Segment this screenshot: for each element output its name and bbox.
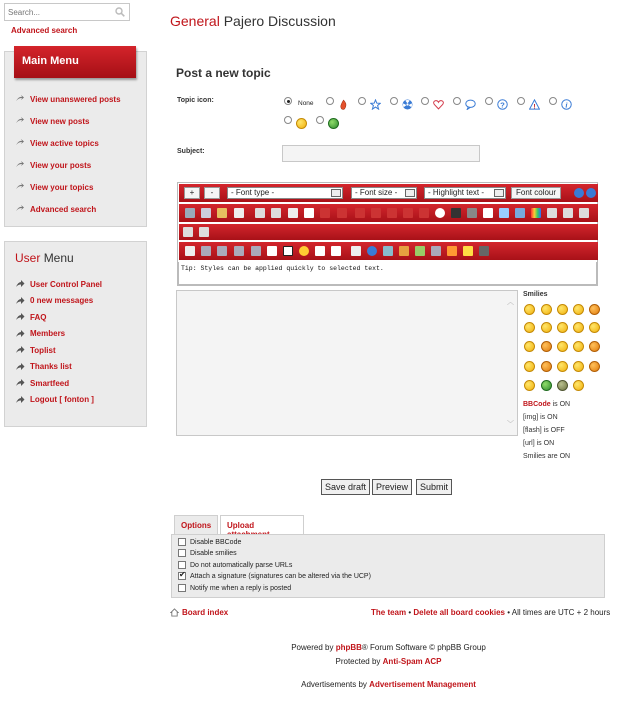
topic-icon-radio-smiley[interactable] bbox=[284, 116, 292, 124]
page-icon[interactable] bbox=[331, 246, 341, 256]
document-icon[interactable] bbox=[483, 208, 493, 218]
editor-tip: Tip: Styles can be applied quickly to selected text. bbox=[177, 262, 598, 286]
main-menu-item-label[interactable]: View unanswered posts bbox=[30, 94, 121, 104]
user-menu-item-faq[interactable] bbox=[15, 309, 102, 326]
option-parse-urls bbox=[178, 561, 292, 569]
smiley-icon[interactable] bbox=[589, 361, 600, 372]
user-menu-item-label[interactable]: User Control Panel bbox=[30, 279, 103, 289]
main-menu-title: Main Menu bbox=[14, 46, 136, 78]
footer-links: The team • Delete all board cookies • All times are UTC + 2 hours bbox=[371, 608, 611, 617]
main-menu-list bbox=[15, 88, 121, 220]
subject-input[interactable] bbox=[282, 145, 480, 162]
option-attach-signature bbox=[178, 572, 371, 580]
fire-icon bbox=[338, 99, 349, 110]
code-icon[interactable] bbox=[185, 246, 195, 256]
toolbar-row-1 bbox=[179, 184, 598, 202]
disable-smilies-checkbox[interactable] bbox=[178, 549, 186, 557]
settings-icon[interactable] bbox=[479, 246, 489, 256]
user-menu-item-label[interactable]: Smartfeed bbox=[30, 378, 70, 388]
site-title-part1: General bbox=[170, 13, 220, 29]
save-draft-button[interactable]: Save draft bbox=[321, 479, 370, 495]
white-box-icon[interactable] bbox=[267, 246, 277, 256]
share-arrow-icon bbox=[15, 378, 25, 388]
search-input[interactable] bbox=[5, 4, 110, 20]
svg-text:!: ! bbox=[533, 103, 536, 110]
chevron-down-icon bbox=[405, 189, 415, 197]
user-menu-item-logout[interactable] bbox=[15, 392, 102, 409]
main-menu-item-label[interactable]: View your posts bbox=[30, 160, 92, 170]
smiley-icon[interactable] bbox=[573, 304, 584, 315]
bold-icon[interactable] bbox=[337, 208, 347, 218]
smiley-icon[interactable] bbox=[557, 380, 568, 391]
offtopic-icon[interactable] bbox=[234, 246, 244, 256]
toolbar-row-3 bbox=[179, 224, 598, 240]
main-menu-item-advanced-search[interactable] bbox=[15, 198, 121, 220]
option-label: Attach a signature (signatures can be altered via the UCP) bbox=[190, 572, 371, 580]
arrow-icon bbox=[15, 204, 25, 214]
share-arrow-icon bbox=[15, 279, 25, 289]
chevron-down-icon bbox=[331, 189, 341, 197]
scroll-up-icon[interactable]: ︿ bbox=[507, 299, 514, 306]
help-icon[interactable] bbox=[574, 188, 584, 198]
font-size-select[interactable] bbox=[351, 187, 417, 199]
main-menu-item-unanswered[interactable] bbox=[15, 88, 121, 110]
phpbb-link[interactable]: phpBB bbox=[335, 643, 362, 652]
topic-icon-label: Topic icon: bbox=[177, 97, 214, 104]
strike-icon[interactable] bbox=[387, 208, 397, 218]
align-left-icon[interactable] bbox=[547, 208, 557, 218]
topic-icon-radio-alien[interactable] bbox=[316, 116, 324, 124]
font-colour-a-icon[interactable] bbox=[435, 208, 445, 218]
toolbar-row-2 bbox=[179, 204, 598, 222]
option-label: Disable BBCode bbox=[190, 538, 242, 546]
radioactive-icon bbox=[402, 99, 413, 110]
board-index-link[interactable]: Board index bbox=[182, 608, 229, 617]
smiley-icon[interactable] bbox=[541, 361, 552, 372]
user-menu-item-label[interactable]: Members bbox=[30, 329, 66, 339]
user-menu-item-label[interactable]: Toplist bbox=[30, 345, 56, 355]
user-menu-item-label[interactable]: 0 new messages bbox=[30, 296, 94, 306]
smiley-icon[interactable] bbox=[541, 304, 552, 315]
share-arrow-icon bbox=[15, 345, 25, 355]
option-disable-smilies bbox=[178, 549, 237, 557]
img-label: [img] bbox=[523, 414, 539, 421]
smiley-icon[interactable] bbox=[524, 341, 535, 352]
advanced-search-link[interactable]: Advanced search bbox=[11, 26, 78, 35]
image-icon[interactable] bbox=[315, 246, 325, 256]
smiley-icon[interactable] bbox=[557, 304, 568, 315]
topic-icon-radio-fire[interactable] bbox=[326, 97, 334, 105]
url-label: [url] bbox=[523, 440, 535, 447]
topic-icon-radio-speech[interactable] bbox=[453, 97, 461, 105]
share-arrow-icon bbox=[15, 312, 25, 322]
user-menu-item-label[interactable]: FAQ bbox=[30, 312, 47, 322]
url-state: is ON bbox=[536, 440, 555, 447]
info-icon[interactable] bbox=[586, 188, 596, 198]
option-label: Disable smilies bbox=[190, 549, 237, 557]
scroll-down-icon[interactable]: ﹀ bbox=[507, 421, 514, 428]
user-menu-item-messages[interactable] bbox=[15, 293, 102, 310]
arrow-icon bbox=[15, 138, 25, 148]
share-arrow-icon bbox=[15, 362, 25, 372]
chevron-down-icon bbox=[494, 189, 504, 197]
main-menu-item-new-posts[interactable] bbox=[15, 110, 121, 132]
quote-icon[interactable] bbox=[201, 246, 211, 256]
smiley-icon[interactable] bbox=[524, 380, 535, 391]
rainbow-icon[interactable] bbox=[531, 208, 541, 218]
highlight-select[interactable] bbox=[424, 187, 506, 199]
topic-icon-radio-warning[interactable] bbox=[517, 97, 525, 105]
highlight-value: - Highlight text - bbox=[428, 188, 485, 197]
main-menu-item-your-posts[interactable] bbox=[15, 154, 121, 176]
user-menu-item-smartfeed[interactable] bbox=[15, 375, 102, 392]
star-icon bbox=[370, 99, 381, 110]
smiley-icon[interactable] bbox=[524, 304, 535, 315]
remove-format-icon[interactable] bbox=[234, 208, 244, 218]
disable-bbcode-checkbox[interactable] bbox=[178, 538, 186, 546]
board-index bbox=[170, 608, 228, 617]
heading-icon[interactable] bbox=[283, 246, 293, 256]
heart-icon bbox=[433, 99, 444, 110]
question-icon bbox=[497, 99, 508, 110]
user-menu-item-toplist[interactable] bbox=[15, 342, 102, 359]
user-menu-title-part2: Menu bbox=[43, 251, 74, 265]
smiley-icon[interactable] bbox=[573, 322, 584, 333]
tag-icon[interactable] bbox=[251, 246, 261, 256]
home-icon bbox=[170, 608, 179, 617]
svg-text:?: ? bbox=[500, 100, 505, 110]
smiley-icon[interactable] bbox=[589, 341, 600, 352]
page-title: Post a new topic bbox=[176, 66, 271, 80]
user-menu-item-label[interactable]: Logout [ fonton ] bbox=[30, 395, 94, 405]
numbered-list-icon[interactable] bbox=[271, 208, 281, 218]
smiley-icon[interactable] bbox=[573, 361, 584, 372]
shadow-a-icon[interactable] bbox=[451, 208, 461, 218]
anti-spam-link[interactable]: Anti-Spam ACP bbox=[382, 657, 442, 666]
option-label: Do not automatically parse URLs bbox=[190, 561, 293, 569]
notify-reply-checkbox[interactable] bbox=[178, 584, 186, 592]
user-menu-title bbox=[15, 251, 74, 265]
search-box bbox=[4, 3, 130, 21]
bbcode-status bbox=[523, 401, 570, 408]
share-arrow-icon bbox=[15, 395, 25, 405]
italic-icon[interactable] bbox=[355, 208, 365, 218]
smiley-icon[interactable] bbox=[541, 380, 552, 391]
align-center-icon[interactable] bbox=[563, 208, 573, 218]
globe-icon[interactable] bbox=[367, 246, 377, 256]
smiley-icon[interactable] bbox=[573, 380, 584, 391]
ads-prefix: Advertisements by bbox=[301, 680, 367, 689]
tab-upload-attachment[interactable]: Upload bbox=[220, 515, 304, 535]
font-colour-button[interactable]: Font colour bbox=[511, 187, 561, 199]
horizontal-rule-icon[interactable] bbox=[304, 208, 314, 218]
copy-icon[interactable] bbox=[201, 208, 211, 218]
share-arrow-icon bbox=[15, 329, 25, 339]
justify-icon[interactable] bbox=[183, 227, 193, 237]
superscript-icon[interactable] bbox=[403, 208, 413, 218]
cut-icon[interactable] bbox=[185, 208, 195, 218]
topic-icon-none-label: None bbox=[298, 100, 314, 107]
attach-signature-checkbox[interactable] bbox=[178, 572, 186, 580]
flash-label: [flash] bbox=[523, 427, 542, 434]
user-menu-item-thanks[interactable] bbox=[15, 359, 102, 376]
email-icon[interactable] bbox=[399, 246, 409, 256]
ad-management-link[interactable]: Advertisement Management bbox=[369, 680, 476, 689]
img-status bbox=[523, 414, 558, 421]
topic-icon-radio-radioactive[interactable] bbox=[390, 97, 398, 105]
timezone-text: All times are UTC + 2 hours bbox=[511, 608, 611, 617]
indent-icon[interactable] bbox=[199, 227, 209, 237]
pencil-icon[interactable] bbox=[463, 246, 473, 256]
user-menu-list bbox=[15, 276, 102, 408]
flash-status bbox=[523, 427, 565, 434]
site-title-part2: Pajero Discussion bbox=[223, 13, 336, 29]
user-menu-title-part1: User bbox=[15, 251, 41, 265]
glow-a-icon[interactable] bbox=[467, 208, 477, 218]
arrow-icon bbox=[15, 160, 25, 170]
bullet-list-icon[interactable] bbox=[255, 208, 265, 218]
powered-by bbox=[0, 643, 622, 652]
main-menu-item-label[interactable]: Advanced search bbox=[30, 204, 97, 214]
svg-text:i: i bbox=[565, 100, 568, 110]
user-menu-item-members[interactable] bbox=[15, 326, 102, 343]
info-icon bbox=[561, 99, 572, 110]
delete-cookies-link[interactable]: Delete all board cookies bbox=[413, 608, 505, 617]
smiley-icon[interactable] bbox=[557, 341, 568, 352]
advertisements bbox=[0, 680, 622, 689]
message-textarea[interactable] bbox=[176, 290, 518, 436]
underline-icon[interactable] bbox=[371, 208, 381, 218]
alien-smiley-icon bbox=[328, 118, 339, 129]
topic-icon-radio-none[interactable] bbox=[284, 97, 292, 105]
arrow-icon bbox=[15, 182, 25, 192]
font-size-value: - Font size - bbox=[355, 188, 398, 197]
smiley-icon[interactable] bbox=[524, 322, 535, 333]
smiley-icon[interactable] bbox=[589, 304, 600, 315]
img-state: is ON bbox=[540, 414, 558, 421]
tab-options[interactable]: Options bbox=[174, 515, 218, 535]
youtube-icon[interactable] bbox=[447, 246, 457, 256]
topic-icon-radio-star[interactable] bbox=[358, 97, 366, 105]
topic-icon-radio-question[interactable] bbox=[485, 97, 493, 105]
line-icon[interactable] bbox=[320, 208, 330, 218]
font-size-decrease-button[interactable]: - bbox=[204, 187, 220, 199]
subscript-icon[interactable] bbox=[419, 208, 429, 218]
powered-suffix: ® Forum Software © phpBB Group bbox=[361, 643, 486, 652]
protected-prefix: Protected by bbox=[335, 657, 381, 666]
align-right-icon[interactable] bbox=[579, 208, 589, 218]
bbcode-link[interactable]: BBCode bbox=[523, 401, 551, 408]
video-icon[interactable] bbox=[431, 246, 441, 256]
smiley-icon bbox=[296, 118, 307, 129]
bbcode-state: is ON bbox=[552, 401, 571, 408]
spoiler-icon[interactable] bbox=[217, 246, 227, 256]
smilies-status bbox=[523, 453, 570, 460]
smilies-label: Smilies are bbox=[523, 453, 558, 460]
protected-by bbox=[0, 657, 622, 666]
font-type-select[interactable] bbox=[227, 187, 343, 199]
subject-label: Subject: bbox=[177, 148, 205, 155]
user-menu-item-ucp[interactable] bbox=[15, 276, 102, 293]
hash-icon[interactable] bbox=[351, 246, 361, 256]
arrow-icon bbox=[15, 116, 25, 126]
font-type-value: - Font type - bbox=[231, 188, 275, 197]
speech-smiley-icon[interactable] bbox=[299, 246, 309, 256]
link-icon[interactable] bbox=[383, 246, 393, 256]
the-team-link[interactable]: The team bbox=[371, 608, 407, 617]
option-label: Notify me when a reply is posted bbox=[190, 584, 292, 592]
speech-bubble-icon bbox=[465, 99, 476, 110]
smiley-icon[interactable] bbox=[557, 361, 568, 372]
flash-icon[interactable] bbox=[415, 246, 425, 256]
flash-state: is OFF bbox=[543, 427, 565, 434]
editor-toolbar bbox=[177, 182, 598, 264]
topic-icon-radio-heart[interactable] bbox=[421, 97, 429, 105]
smiley-icon[interactable] bbox=[541, 341, 552, 352]
gradient-icon[interactable] bbox=[515, 208, 525, 218]
arrow-icon bbox=[15, 94, 25, 104]
fade-icon[interactable] bbox=[499, 208, 509, 218]
toolbar-row-4 bbox=[179, 242, 598, 260]
smiley-icon[interactable] bbox=[573, 341, 584, 352]
smiley-icon[interactable] bbox=[524, 361, 535, 372]
list-item-icon[interactable] bbox=[288, 208, 298, 218]
smilies-title: Smilies bbox=[523, 291, 548, 298]
main-menu-item-active-topics[interactable] bbox=[15, 132, 121, 154]
font-size-increase-button[interactable]: + bbox=[184, 187, 200, 199]
user-menu-item-label[interactable]: Thanks list bbox=[30, 362, 72, 372]
site-title bbox=[170, 13, 336, 29]
main-menu-item-label[interactable]: View active topics bbox=[30, 138, 99, 148]
url-status bbox=[523, 440, 554, 447]
smilies-state: ON bbox=[559, 453, 571, 460]
paste-icon[interactable] bbox=[217, 208, 227, 218]
powered-prefix: Powered by bbox=[291, 643, 334, 652]
warning-icon bbox=[529, 99, 540, 110]
preview-button[interactable]: Preview bbox=[372, 479, 412, 495]
main-menu-item-label[interactable]: View new posts bbox=[30, 116, 90, 126]
search-icon[interactable] bbox=[115, 7, 125, 17]
smiley-icon[interactable] bbox=[589, 322, 600, 333]
smiley-icon[interactable] bbox=[557, 322, 568, 333]
option-disable-bbcode bbox=[178, 538, 241, 546]
share-arrow-icon bbox=[15, 296, 25, 306]
topic-icon-radio-info[interactable] bbox=[549, 97, 557, 105]
option-notify-reply bbox=[178, 584, 291, 592]
smiley-icon[interactable] bbox=[541, 322, 552, 333]
parse-urls-checkbox[interactable] bbox=[178, 561, 186, 569]
main-menu-item-label[interactable]: View your topics bbox=[30, 182, 94, 192]
submit-button[interactable]: Submit bbox=[416, 479, 452, 495]
main-menu-item-your-topics[interactable] bbox=[15, 176, 121, 198]
